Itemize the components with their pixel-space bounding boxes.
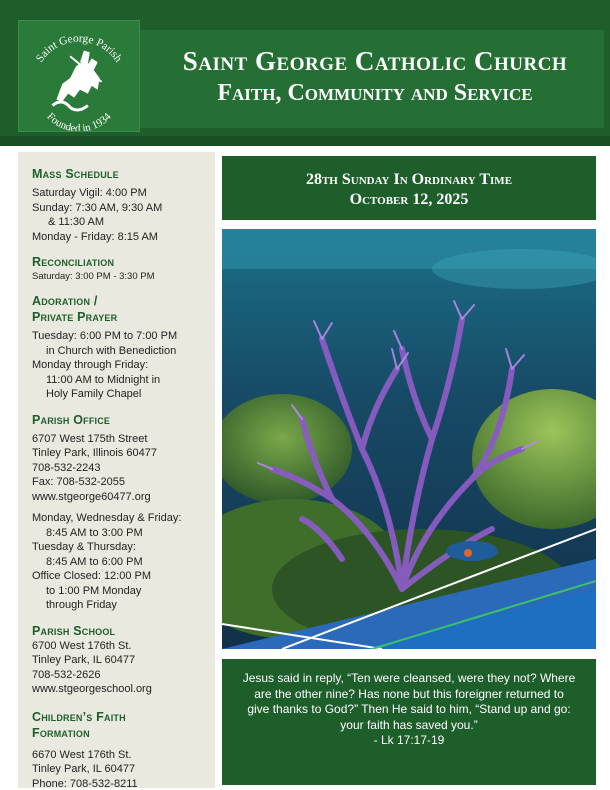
svg-text:Founded in 1934 <box>44 110 114 131</box>
office-line: Tinley Park, Illinois 60477 <box>32 447 157 459</box>
school-phone: 708-532-2626 <box>32 668 101 681</box>
office-fax: Fax: 708-532-2055 <box>32 476 125 488</box>
school-line: Tinley Park, IL 60477 <box>32 654 136 666</box>
office-phone: 708-532-2243 <box>32 461 101 474</box>
reconciliation-heading: Reconciliation <box>32 255 115 269</box>
office-hours-line: to 1:00 PM Monday <box>46 584 142 597</box>
childrens-faith-heading-2: Formation <box>32 725 90 740</box>
mass-line: & 11:30 AM <box>48 216 105 228</box>
svg-text:Saint George Parish <box>34 33 124 65</box>
mass-line: Sunday: 7:30 AM, 9:30 AM <box>32 201 163 214</box>
logo-top-text: Saint George Parish <box>33 32 125 65</box>
adoration-line: 11:00 AM to Midnight in <box>46 373 161 386</box>
header-banner <box>0 0 610 146</box>
quote-line: are the other nine? Has none but this foreigner returned to <box>254 686 564 701</box>
coral-image-icon <box>222 229 596 649</box>
childrens-line: Tinley Park, IL 60477 <box>32 763 136 775</box>
adoration-line: in Church with Benediction <box>46 344 177 357</box>
office-hours-line: Office Closed: 12:00 PM <box>32 570 152 582</box>
quote-citation: - Lk 17:17-19 <box>373 733 445 747</box>
coral-photo <box>222 229 596 649</box>
adoration-line: Monday through Friday: <box>32 359 149 371</box>
office-hours-line: through Friday <box>46 599 117 611</box>
mass-schedule-heading: Mass Schedule <box>32 167 119 181</box>
saint-george-dragon-icon <box>19 21 139 131</box>
sunday-banner <box>222 156 596 220</box>
parish-school-heading: Parish School <box>32 623 116 638</box>
office-hours-line: Monday, Wednesday & Friday: <box>32 512 182 524</box>
header-inner-panel <box>134 30 604 128</box>
office-hours-line: 8:45 AM to 6:00 PM <box>46 555 143 568</box>
church-title: Saint George Catholic Church <box>182 46 568 76</box>
logo-bottom-text: Founded in 1934 <box>44 110 114 131</box>
parish-office-heading: Parish Office <box>32 412 111 427</box>
childrens-line: 6670 West 176th St. <box>32 748 132 761</box>
adoration-line: Tuesday: 6:00 PM to 7:00 PM <box>32 330 178 342</box>
office-hours-line: Tuesday & Thursday: <box>32 541 136 553</box>
church-subtitle: Faith, Community and Service <box>217 80 533 106</box>
quote-line: Jesus said in reply, “Ten were cleansed, were they not? Where <box>242 671 576 685</box>
gospel-quote-box <box>222 659 596 785</box>
school-website-link[interactable]: www.stgeorgeschool.org <box>32 683 152 695</box>
school-line: 6700 West 176th St. <box>32 639 132 652</box>
quote-line: your faith has saved you.” <box>340 717 478 732</box>
quote-line: give thanks to God?” Then He said to him, “Stand up and go: <box>247 702 571 716</box>
office-hours-line: 8:45 AM to 3:00 PM <box>46 526 143 539</box>
office-website-link[interactable]: www.stgeorge60477.org <box>32 490 151 503</box>
sunday-title: 28th Sunday In Ordinary Time <box>305 171 513 188</box>
info-sidebar <box>18 152 215 788</box>
childrens-phone: Phone: 708-532-8211 <box>32 777 138 790</box>
office-line: 6707 West 175th Street <box>32 432 148 445</box>
parish-logo <box>18 20 140 132</box>
adoration-heading-2: Private Prayer <box>32 310 118 324</box>
sunday-date: October 12, 2025 <box>349 191 469 208</box>
adoration-heading: Adoration / <box>32 294 98 308</box>
mass-line: Monday - Friday: 8:15 AM <box>32 230 158 243</box>
reconciliation-line: Saturday: 3:00 PM - 3:30 PM <box>32 271 155 282</box>
header-bottom-strip <box>0 136 610 146</box>
adoration-line: Holy Family Chapel <box>46 388 142 400</box>
childrens-faith-heading: Children’s Faith <box>32 709 126 724</box>
mass-line: Saturday Vigil: 4:00 PM <box>32 187 147 199</box>
